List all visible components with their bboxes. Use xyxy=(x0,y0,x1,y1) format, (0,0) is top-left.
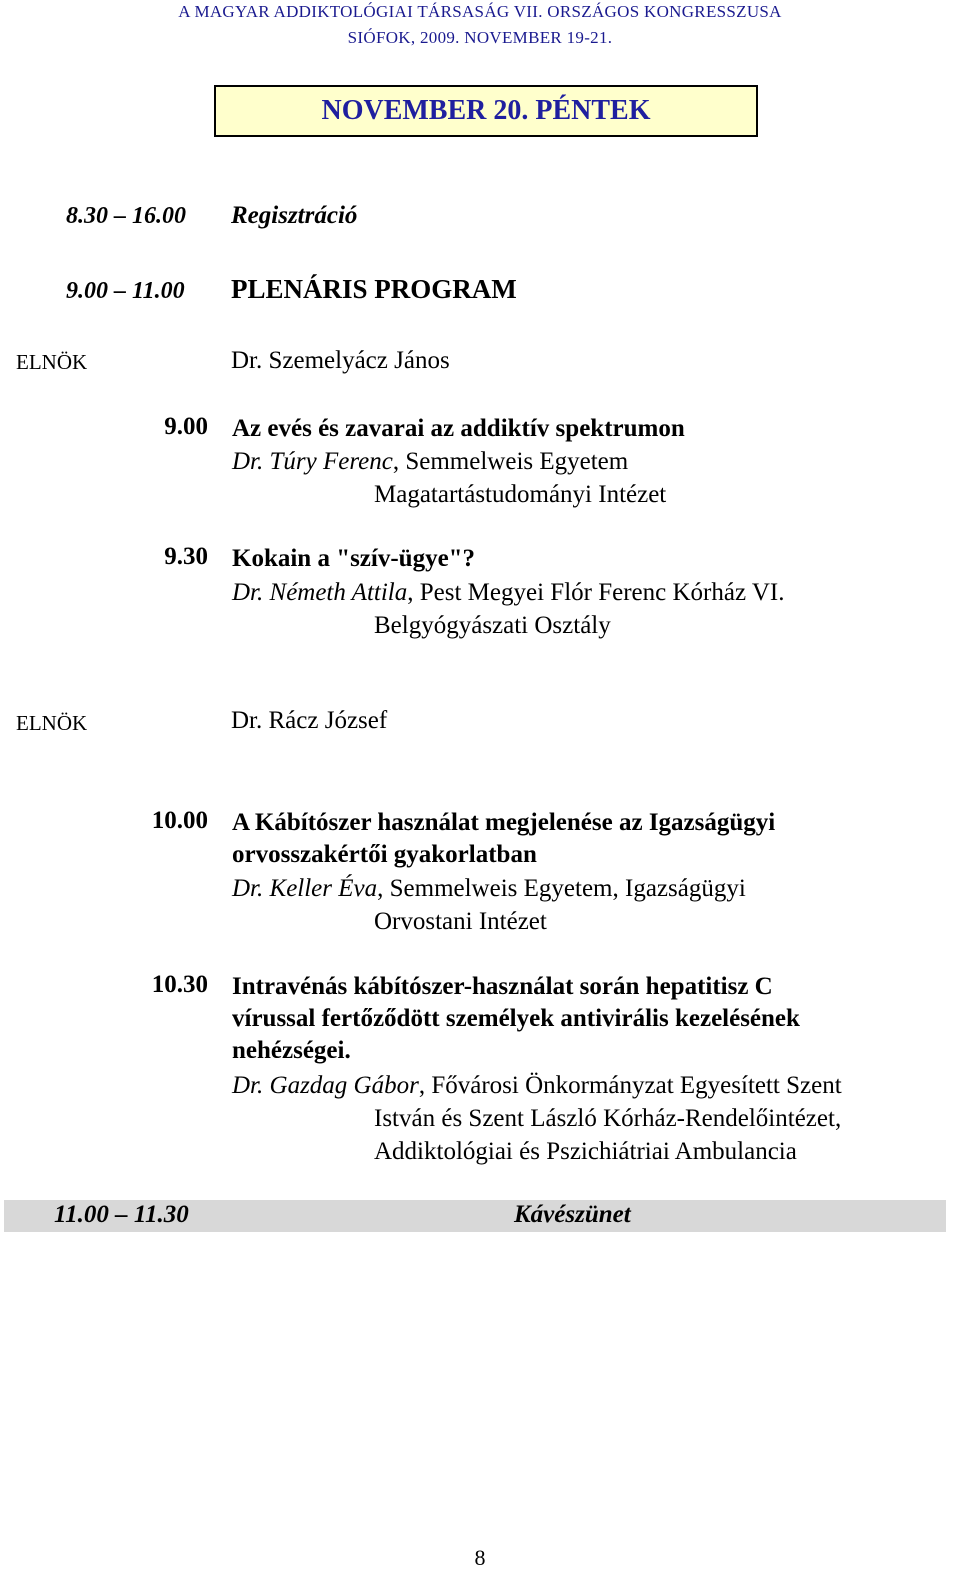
speaker-affiliation-cont: Addiktológiai és Pszichiátriai Ambulancia xyxy=(374,1138,797,1165)
conference-location-date: SIÓFOK, 2009. NOVEMBER 19-21. xyxy=(347,28,613,47)
chair-name: Dr. Szemelyácz János xyxy=(231,347,450,374)
talk-title-line: Intravénás kábítószer-használat során hepatitisz C xyxy=(232,973,773,1000)
speaker-name: Keller Éva xyxy=(269,875,378,902)
chair-label: ELNÖK xyxy=(16,711,88,735)
talk-time: 9.30 xyxy=(164,543,208,570)
plenary-time: 9.00 – 11.00 xyxy=(66,278,185,304)
break-time: 11.00 – 11.30 xyxy=(54,1201,189,1228)
talk-title-line: nehézségei. xyxy=(232,1037,351,1064)
page-number: 8 xyxy=(474,1545,486,1570)
speaker-affiliation-cont: Orvostani Intézet xyxy=(374,908,547,935)
speaker-affiliation: , Fővárosi Önkormányzat Egyesített Szent xyxy=(418,1072,842,1099)
talk-speaker xyxy=(232,872,746,905)
day-banner xyxy=(214,85,758,137)
speaker-dr: Dr. xyxy=(232,1072,264,1099)
registration-time: 8.30 – 16.00 xyxy=(66,203,186,229)
talk-speaker xyxy=(232,1069,842,1102)
talk-speaker xyxy=(232,445,628,478)
break-label: Kávészünet xyxy=(514,1201,631,1228)
speaker-affiliation-cont: Magatartástudományi Intézet xyxy=(374,481,667,508)
speaker-dr: Dr. xyxy=(232,448,264,475)
talk-title xyxy=(232,807,932,871)
talk-title-line: orvosszakértői gyakorlatban xyxy=(232,841,537,868)
talk-title-line: vírussal fertőződött személyek antivirális kezelésének xyxy=(232,1005,800,1032)
talk-speaker xyxy=(232,576,784,609)
speaker-name: Gazdag Gábor xyxy=(269,1072,419,1099)
speaker-dr: Dr. xyxy=(232,579,264,606)
speaker-affiliation-cont: István és Szent László Kórház-Rendelőintézet, xyxy=(374,1105,842,1132)
speaker-affiliation: , Pest Megyei Flór Ferenc Kórház VI. xyxy=(407,579,785,606)
speaker-affiliation: , Semmelweis Egyetem xyxy=(392,448,629,475)
speaker-affiliation: , Semmelweis Egyetem, Igazságügyi xyxy=(377,875,746,902)
speaker-affiliation-cont: Belgyógyászati Osztály xyxy=(374,612,611,639)
speaker-name: Németh Attila xyxy=(269,579,408,606)
conference-title: A MAGYAR ADDIKTOLÓGIAI TÁRSASÁG VII. ORSZÁGOS KONGRESSZUSA xyxy=(178,2,782,21)
talk-time: 9.00 xyxy=(164,413,208,440)
talk-time: 10.00 xyxy=(151,807,208,834)
talk-title xyxy=(232,971,932,1067)
talk-title-line: A Kábítószer használat megjelenése az Igazságügyi xyxy=(232,809,776,836)
speaker-name: Túry Ferenc xyxy=(269,448,393,475)
talk-title: Az evés és zavarai az addiktív spektrumon xyxy=(232,415,685,442)
talk-title: Kokain a "szív-ügye"? xyxy=(232,545,476,572)
plenary-label: PLENÁRIS PROGRAM xyxy=(231,274,517,304)
speaker-dr: Dr. xyxy=(232,875,264,902)
day-banner-text: NOVEMBER 20. PÉNTEK xyxy=(321,95,651,126)
chair-name: Dr. Rácz József xyxy=(231,707,388,734)
chair-label: ELNÖK xyxy=(16,350,88,374)
talk-time: 10.30 xyxy=(151,971,208,998)
registration-label: Regisztráció xyxy=(231,202,358,229)
